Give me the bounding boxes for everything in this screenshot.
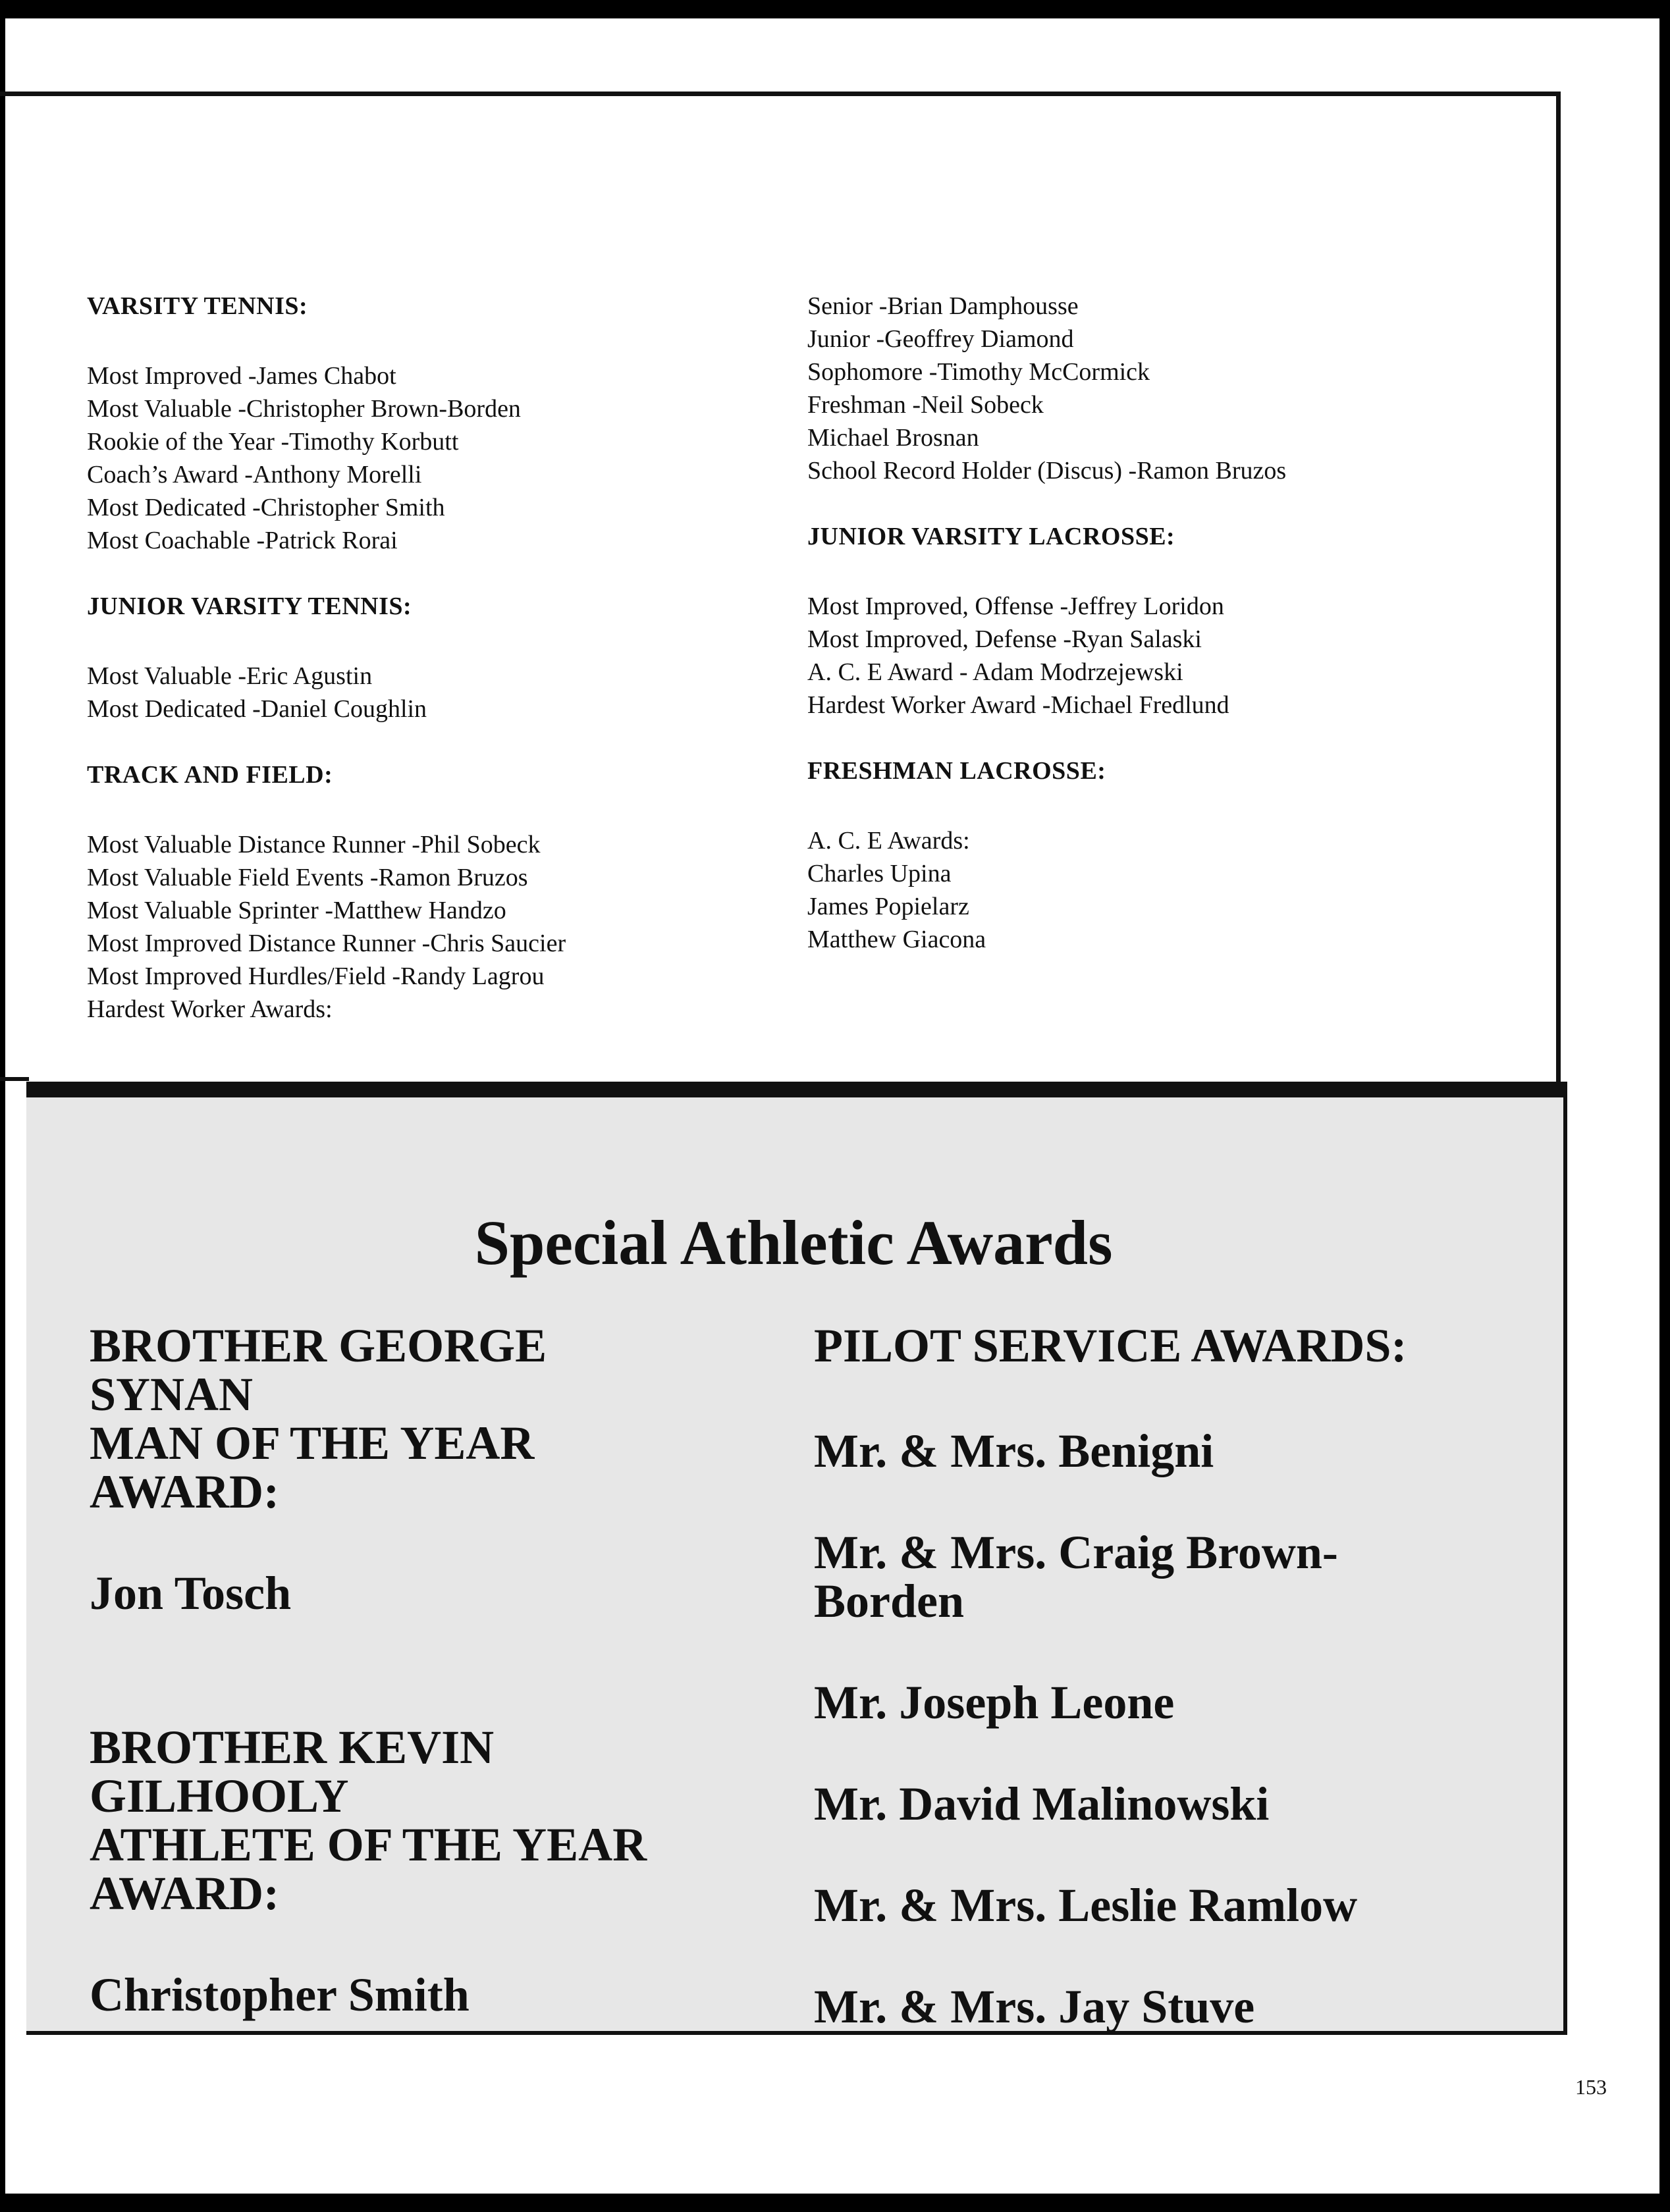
award-line: Most Dedicated -Daniel Coughlin (87, 695, 427, 723)
award-line: Most Improved, Offense -Jeffrey Loridon (807, 592, 1224, 620)
award-line: Most Valuable -Christopher Brown-Borden (87, 395, 521, 423)
award-line: Rookie of the Year -Timothy Korbutt (87, 428, 459, 456)
recipient-line: Mr. & Mrs. Benigni (814, 1425, 1214, 1477)
recipient-line: Mr. & Mrs. Leslie Ramlow (814, 1879, 1358, 1932)
award-line: School Record Holder (Discus) -Ramon Bruzos (807, 457, 1287, 485)
award-line: Hardest Worker Awards: (87, 995, 333, 1023)
pilot-service-awards-column (814, 1321, 1551, 2031)
award-line: Most Improved, Defense -Ryan Salaski (807, 625, 1202, 653)
heading-line: AWARD: (90, 1465, 279, 1518)
section-title: VARSITY TENNIS: (87, 292, 308, 320)
heading-line: SYNAN (90, 1368, 254, 1421)
section-title: FRESHMAN LACROSSE: (807, 757, 1106, 785)
award-line: Most Valuable -Eric Agustin (87, 662, 373, 690)
award-line: Junior -Geoffrey Diamond (807, 325, 1074, 353)
pilot-recipient (814, 1779, 1551, 1828)
right-award-column (807, 290, 1545, 989)
scan-border-right (1659, 0, 1670, 2212)
award-line: Most Improved Distance Runner -Chris Saucier (87, 930, 566, 957)
award-line: Most Valuable Sprinter -Matthew Handzo (87, 897, 506, 924)
award-line: James Popielarz (807, 893, 969, 920)
pilot-recipient (814, 1881, 1551, 1930)
man-of-year-award-heading (90, 1321, 814, 1516)
award-line: Most Improved Hurdles/Field -Randy Lagrou (87, 962, 545, 990)
pilot-service-heading: PILOT SERVICE AWARDS: (814, 1319, 1407, 1372)
pilot-recipient (814, 1678, 1551, 1727)
award-line: Hardest Worker Award -Michael Fredlund (807, 691, 1229, 719)
box-right-rule (1556, 92, 1561, 1092)
heading-line: AWARD: (90, 1867, 279, 1920)
page-number: 153 (1575, 2075, 1607, 2099)
heading-line: BROTHER GEORGE (90, 1319, 547, 1372)
box-top-rule (0, 92, 1561, 96)
recipient-line: Mr. & Mrs. Craig Brown- (814, 1526, 1338, 1579)
award-line: Coach’s Award -Anthony Morelli (87, 461, 422, 488)
pilot-recipient (814, 1427, 1551, 1475)
jv-tennis-section (87, 590, 798, 725)
award-line: Senior -Brian Damphousse (807, 292, 1079, 320)
pilot-recipient (814, 1982, 1551, 2031)
award-line: Freshman -Neil Sobeck (807, 391, 1044, 419)
section-title: JUNIOR VARSITY LACROSSE: (807, 523, 1175, 550)
man-of-year-winner: Jon Tosch (90, 1567, 292, 1620)
track-field-section (87, 758, 798, 1026)
heading-line: ATHLETE OF THE YEAR (90, 1818, 647, 1871)
section-title: JUNIOR VARSITY TENNIS: (87, 592, 412, 620)
award-line: Michael Brosnan (807, 424, 979, 452)
special-awards-title: Special Athletic Awards (474, 1207, 1113, 1278)
award-line: A. C. E Award - Adam Modrzejewski (807, 658, 1183, 686)
athlete-of-year-award-heading (90, 1723, 814, 1918)
hardest-worker-continued (807, 290, 1545, 487)
section-title: TRACK AND FIELD: (87, 761, 333, 789)
jv-lacrosse-section (807, 520, 1545, 722)
recipient-line: Mr. Joseph Leone (814, 1676, 1175, 1729)
award-line: Most Coachable -Patrick Rorai (87, 527, 398, 554)
heading-line: BROTHER KEVIN (90, 1721, 495, 1774)
scan-border-bottom (0, 2194, 1670, 2212)
award-line: A. C. E Awards: (807, 827, 970, 855)
award-line: Most Improved -James Chabot (87, 362, 396, 390)
scan-border-top (0, 0, 1670, 18)
recipient-line: Mr. David Malinowski (814, 1778, 1270, 1830)
heading-line: GILHOOLY (90, 1770, 349, 1822)
left-award-column (87, 290, 798, 1059)
award-line: Most Valuable Field Events -Ramon Bruzos (87, 864, 528, 891)
freshman-lacrosse-section (807, 754, 1545, 956)
athlete-of-year-winner: Christopher Smith (90, 1968, 470, 2021)
varsity-tennis-section (87, 290, 798, 557)
award-line: Sophomore -Timothy McCormick (807, 358, 1150, 386)
scan-border-left (0, 0, 5, 2212)
award-line: Matthew Giacona (807, 926, 986, 953)
award-line: Most Dedicated -Christopher Smith (87, 494, 445, 521)
heading-line: MAN OF THE YEAR (90, 1417, 535, 1469)
recipient-line: Mr. & Mrs. Jay Stuve (814, 1980, 1255, 2033)
special-awards-panel (26, 1082, 1567, 2035)
recipient-line: Borden (814, 1575, 965, 1627)
award-line: Most Valuable Distance Runner -Phil Sobeck (87, 831, 541, 858)
special-awards-left-column (90, 1321, 814, 2019)
box-left-rule (0, 1077, 29, 1081)
award-line: Charles Upina (807, 860, 952, 887)
pilot-recipient (814, 1528, 1551, 1625)
